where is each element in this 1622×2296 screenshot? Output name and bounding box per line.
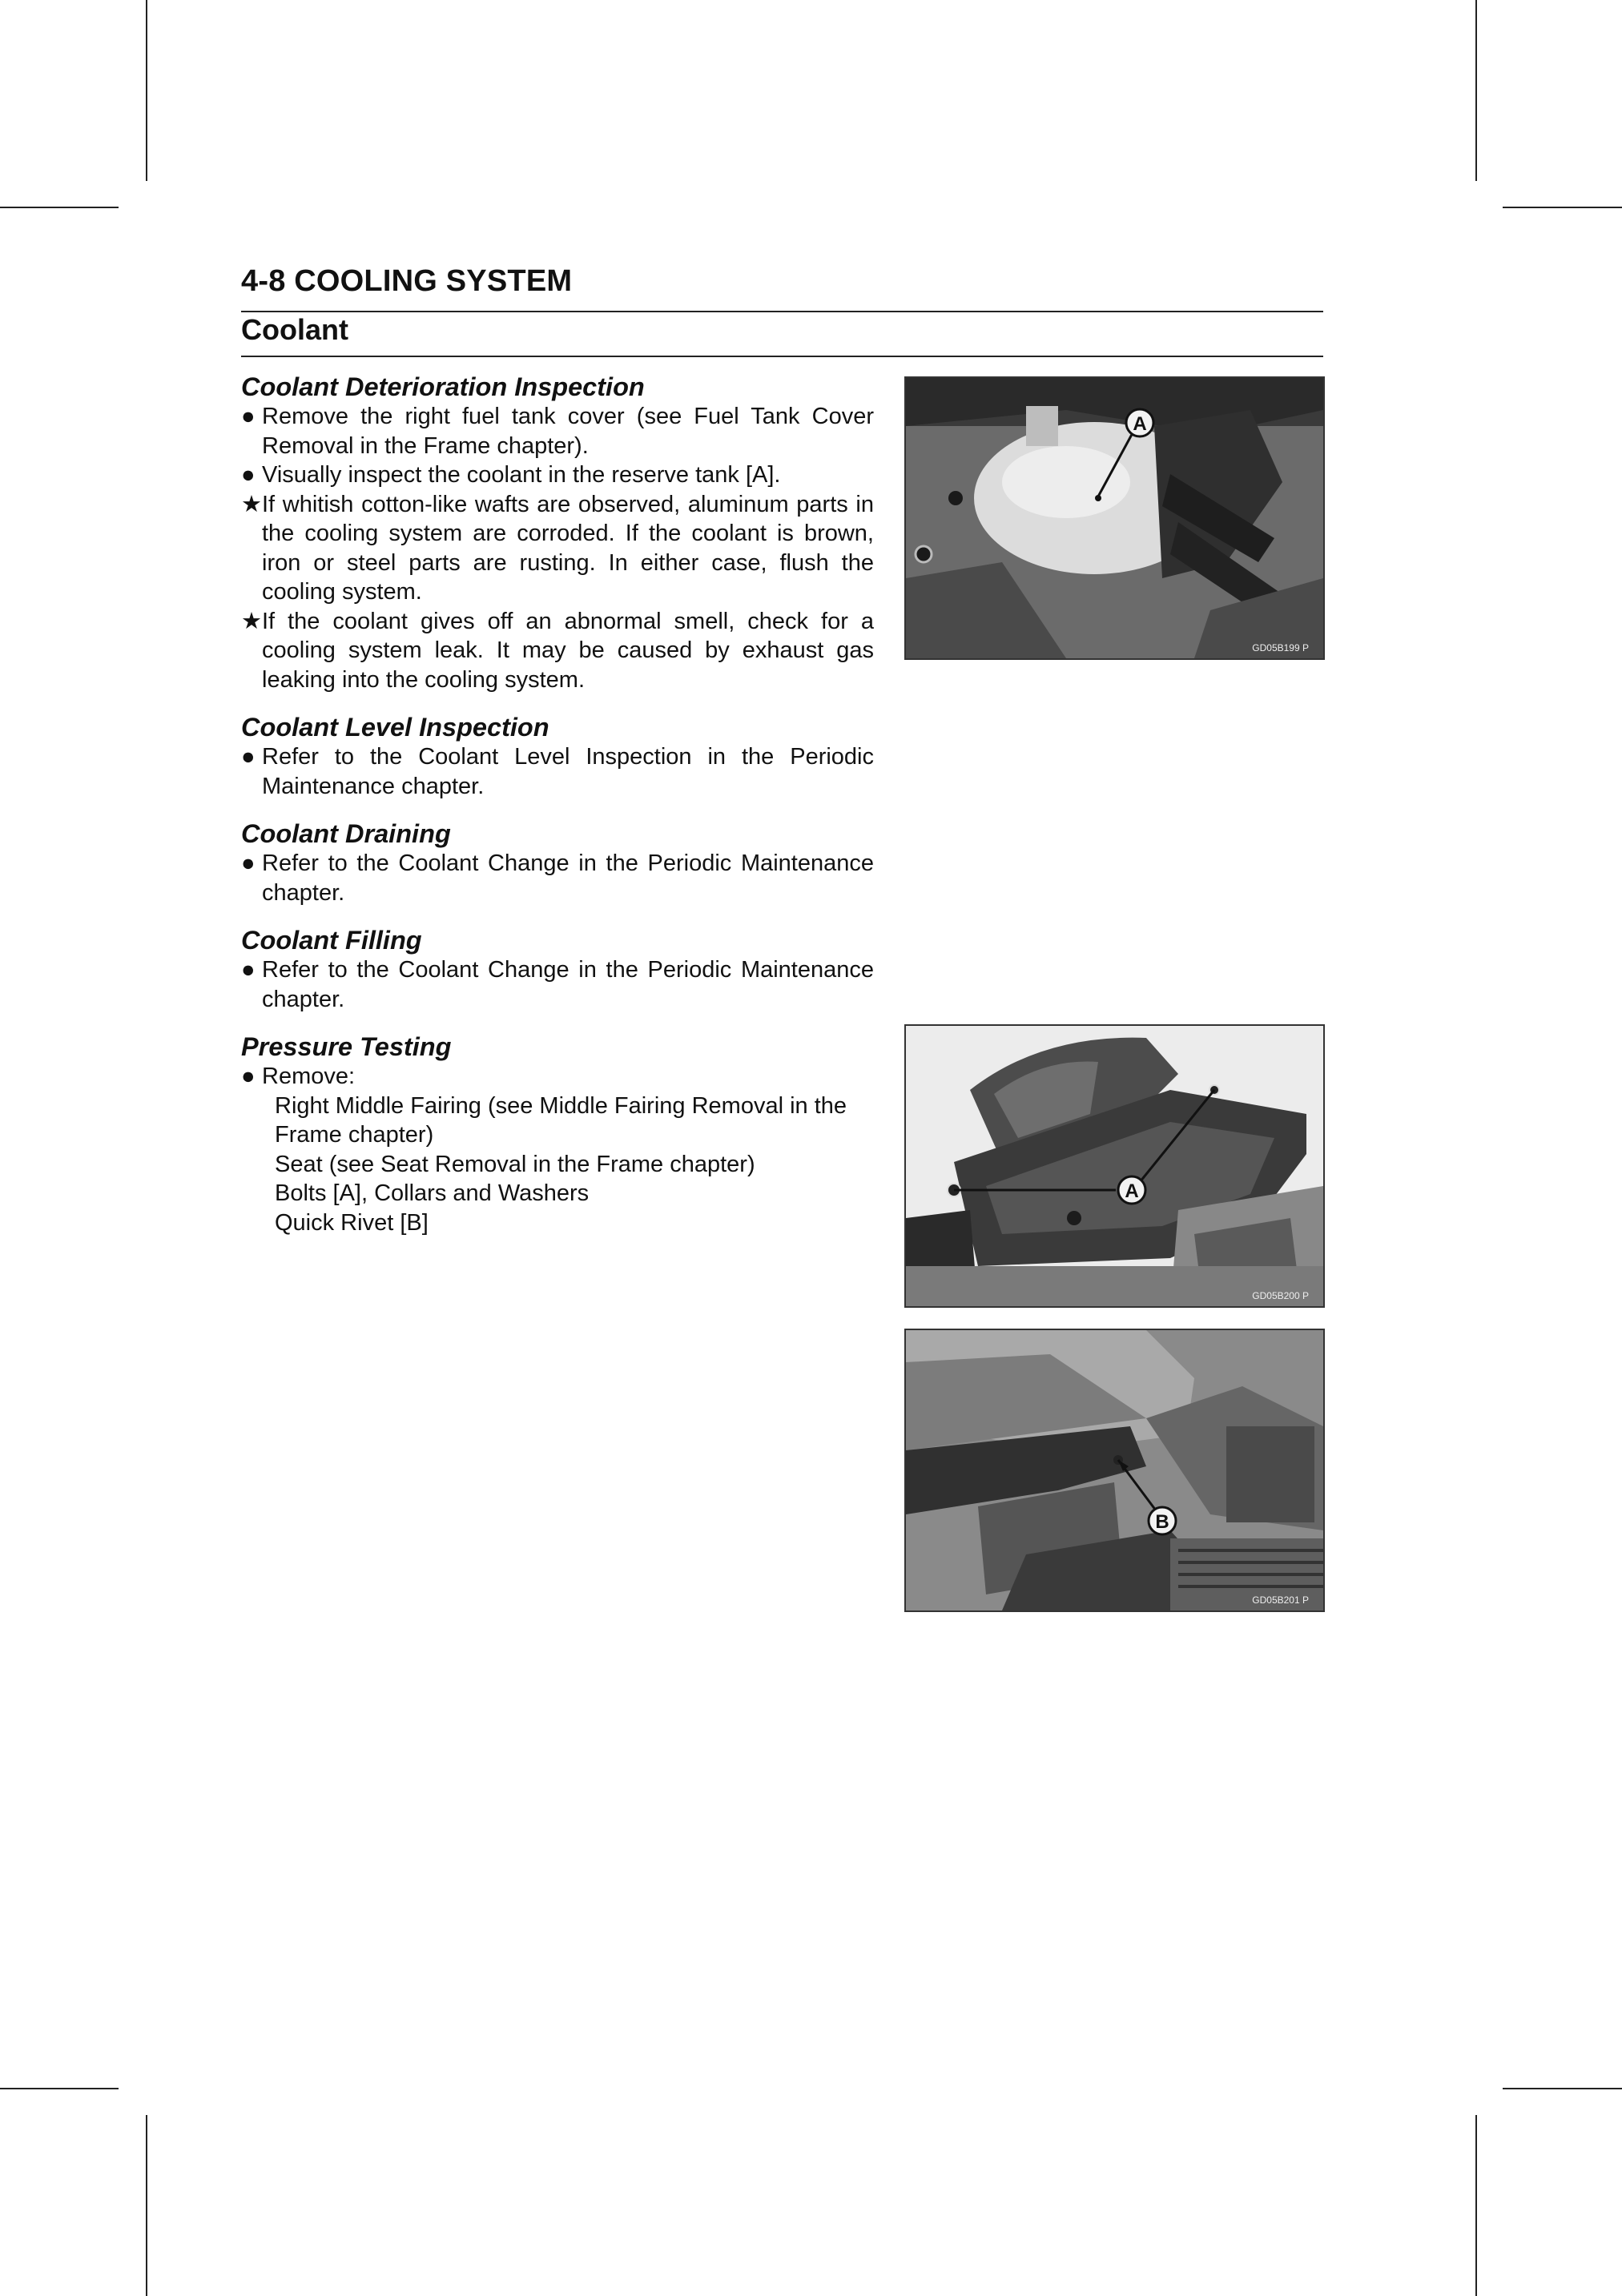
crop-mark [0, 207, 119, 208]
section-rule [241, 356, 1323, 357]
heading-deterioration-inspection: Coolant Deterioration Inspection [241, 372, 645, 401]
list-item-text: If the coolant gives off an abnormal smell, check for a cooling system leak. It may be caused by exhaust gas leaking into the cooling system. [262, 608, 874, 693]
crop-mark [1475, 2115, 1477, 2296]
crop-mark [146, 2115, 147, 2296]
figure-code: GD05B200 P [1252, 1290, 1309, 1301]
list-item-text: Refer to the Coolant Change in the Periodic Maintenance chapter. [262, 957, 874, 1012]
sub-list-item: Seat (see Seat Removal in the Frame chapter) [275, 1151, 755, 1177]
figure-quick-rivet [904, 1329, 1325, 1612]
sub-list-item: Quick Rivet [B] [275, 1209, 429, 1236]
figure-middle-fairing [904, 1024, 1325, 1308]
bullet-marker: ● [241, 957, 256, 983]
middle-fairing-photo [906, 1026, 1323, 1306]
list-item [241, 1062, 874, 1092]
crop-mark [146, 0, 147, 181]
callout-label: A [1125, 1180, 1139, 1202]
sub-list-item: Bolts [A], Collars and Washers [275, 1180, 590, 1206]
heading-filling: Coolant Filling [241, 926, 422, 955]
heading-level-inspection: Coolant Level Inspection [241, 713, 549, 742]
list-item-text: If whitish cotton-like wafts are observed, aluminum parts in the cooling system are corroded. If the coolant is brown, iron or steel parts are rusting. In either case, flush the cooling system. [262, 491, 874, 605]
bullet-marker: ● [241, 462, 256, 488]
bullet-marker: ● [241, 744, 256, 770]
heading-draining: Coolant Draining [241, 819, 451, 848]
heading-pressure-testing: Pressure Testing [241, 1032, 452, 1061]
section-title: Coolant [241, 313, 348, 346]
list-item [241, 460, 874, 490]
crop-mark [1475, 0, 1477, 181]
page-title: 4-8 COOLING SYSTEM [241, 264, 573, 298]
crop-mark [0, 2088, 119, 2089]
list-item [241, 742, 874, 801]
list-item [241, 849, 874, 907]
list-item [241, 607, 874, 695]
bullet-marker: ● [241, 850, 256, 876]
list-item-text: Visually inspect the coolant in the reserve tank [A]. [262, 462, 781, 488]
list-item-text: Remove: [262, 1064, 356, 1089]
callout-label: A [1133, 413, 1147, 435]
content-column [241, 372, 874, 1237]
figure-code: GD05B199 P [1252, 642, 1309, 653]
list-item [241, 490, 874, 607]
star-marker: ★ [241, 491, 262, 517]
bullet-marker: ● [241, 1064, 256, 1089]
list-item [241, 955, 874, 1014]
list-item-text: Remove the right fuel tank cover (see Fuel Tank Cover Removal in the Frame chapter). [262, 404, 874, 459]
sub-list-item: Right Middle Fairing (see Middle Fairing Removal in the Frame chapter) [275, 1092, 847, 1148]
crop-mark [1503, 2088, 1622, 2089]
reserve-tank-photo [906, 378, 1323, 658]
figure-code: GD05B201 P [1252, 1594, 1309, 1606]
quick-rivet-photo [906, 1330, 1323, 1610]
list-item-text: Refer to the Coolant Level Inspection in the Periodic Maintenance chapter. [262, 744, 874, 799]
list-item-text: Refer to the Coolant Change in the Periodic Maintenance chapter. [262, 850, 874, 906]
list-item [241, 402, 874, 460]
figure-reserve-tank [904, 376, 1325, 660]
callout-label: B [1155, 1511, 1169, 1533]
title-rule [241, 311, 1323, 312]
star-marker: ★ [241, 608, 262, 634]
bullet-marker: ● [241, 404, 256, 429]
crop-mark [1503, 207, 1622, 208]
